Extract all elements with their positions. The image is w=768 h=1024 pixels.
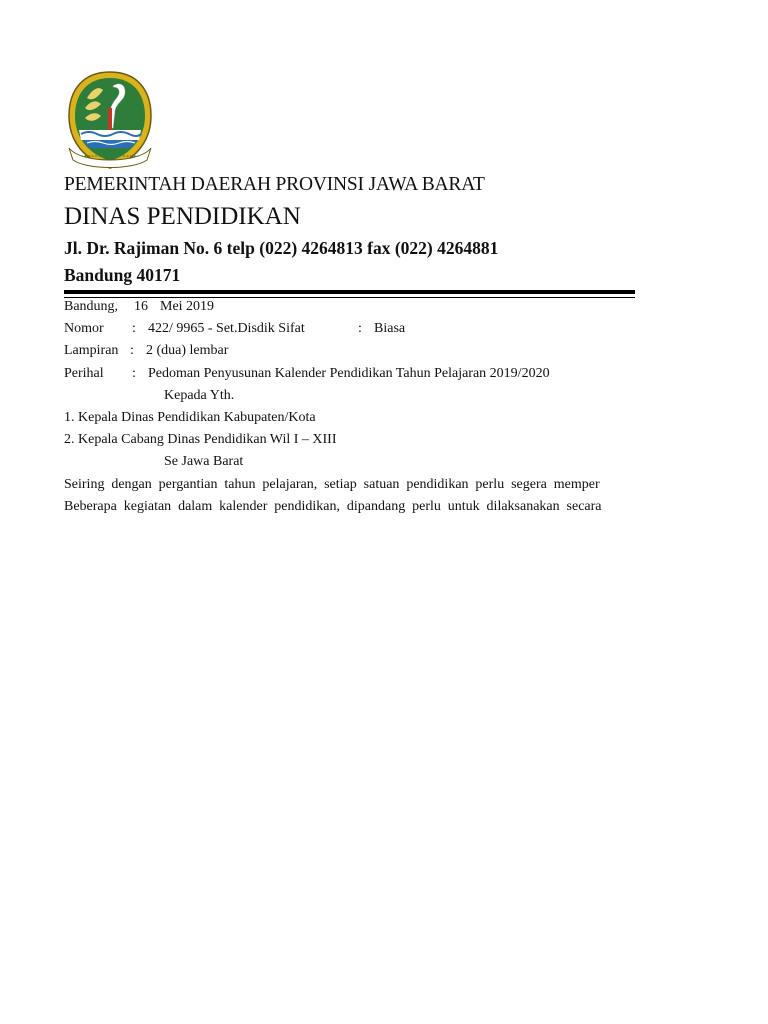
- date-line: [64, 296, 635, 318]
- perihal-label: Perihal: [64, 365, 104, 381]
- perihal-value: Pedoman Penyusunan Kalender Pendidikan Tahun Pelajaran 2019/2020: [148, 365, 550, 381]
- sifat-value: Biasa: [374, 321, 406, 337]
- recipient-item: [64, 429, 635, 451]
- date-place: Bandung,: [64, 299, 119, 314]
- perihal-line: [64, 363, 635, 385]
- lampiran-colon: :: [130, 343, 134, 359]
- sifat-colon: :: [358, 321, 362, 337]
- body-paragraph-line: Seiring dengan pergantian tahun pelajaran, setiap satuan pendidikan perlu segera memper: [64, 476, 600, 492]
- letter-content: [64, 296, 635, 526]
- nomor-value: 422/ 9965 - Set.Disdik Sifat: [148, 321, 305, 337]
- header-office-name: DINAS PENDIDIKAN: [64, 203, 301, 230]
- nomor-colon: :: [132, 321, 136, 337]
- location-line: [64, 451, 635, 473]
- nomor-label: Nomor: [64, 321, 104, 337]
- lampiran-value: 2 (dua) lembar: [146, 343, 229, 359]
- body-paragraph-line: Beberapa kegiatan dalam kalender pendidikan, dipandang perlu untuk dilaksanakan secara: [64, 498, 602, 514]
- recipient-text: 2. Kepala Cabang Dinas Pendidikan Wil I – XIII: [64, 432, 337, 448]
- lampiran-label: Lampiran: [64, 343, 119, 359]
- lampiran-line: [64, 340, 635, 362]
- perihal-colon: :: [132, 365, 136, 381]
- header-government-name: PEMERINTAH DAERAH PROVINSI JAWA BARAT: [64, 174, 485, 195]
- kepada-line: [64, 385, 635, 407]
- recipient-item: [64, 407, 635, 429]
- recipient-location: Se Jawa Barat: [164, 454, 244, 470]
- header-rule-thick: [64, 290, 635, 294]
- date-month-year: Mei 2019: [160, 299, 215, 314]
- header-address: Jl. Dr. Rajiman No. 6 telp (022) 4264813 fax (022) 4264881: [64, 238, 499, 258]
- recipient-text: 1. Kepala Dinas Pendidikan Kabupaten/Kota: [64, 409, 316, 425]
- header-city-postcode: Bandung 40171: [64, 265, 181, 285]
- jawa-barat-emblem-logo: [63, 68, 157, 172]
- kepada-yth: Kepada Yth.: [164, 387, 235, 403]
- nomor-line: [64, 318, 635, 340]
- date-day: 16: [134, 299, 148, 314]
